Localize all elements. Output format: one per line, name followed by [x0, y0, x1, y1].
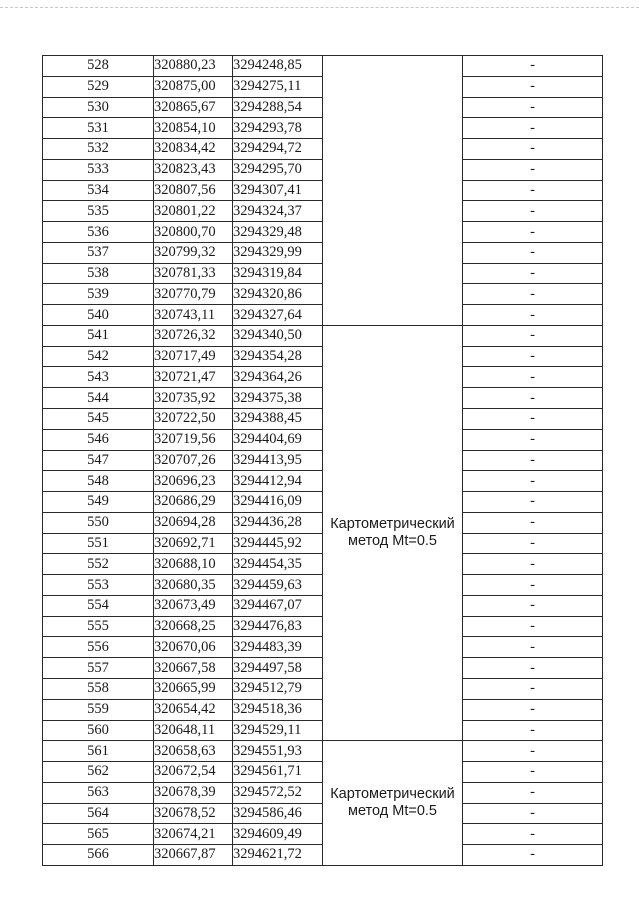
y-coordinate-cell: 3294529,11	[233, 720, 323, 741]
point-number-cell: 553	[43, 575, 154, 596]
y-coordinate-cell: 3294609,49	[233, 824, 323, 845]
x-coordinate-cell: 320880,23	[154, 56, 233, 77]
y-coordinate-cell: 3294364,26	[233, 367, 323, 388]
point-number-cell: 530	[43, 97, 154, 118]
dash-cell: -	[463, 118, 603, 139]
x-coordinate-cell: 320667,58	[154, 658, 233, 679]
x-coordinate-cell: 320719,56	[154, 429, 233, 450]
y-coordinate-cell: 3294340,50	[233, 325, 323, 346]
y-coordinate-cell: 3294288,54	[233, 97, 323, 118]
y-coordinate-cell: 3294467,07	[233, 595, 323, 616]
dash-cell: -	[463, 699, 603, 720]
dash-cell: -	[463, 637, 603, 658]
x-coordinate-cell: 320678,52	[154, 803, 233, 824]
y-coordinate-cell: 3294586,46	[233, 803, 323, 824]
point-number-cell: 546	[43, 429, 154, 450]
point-number-cell: 528	[43, 56, 154, 77]
table-row	[43, 325, 603, 346]
y-coordinate-cell: 3294416,09	[233, 492, 323, 513]
x-coordinate-cell: 320674,21	[154, 824, 233, 845]
x-coordinate-cell: 320770,79	[154, 284, 233, 305]
point-number-cell: 542	[43, 346, 154, 367]
y-coordinate-cell: 3294497,58	[233, 658, 323, 679]
dash-cell: -	[463, 388, 603, 409]
point-number-cell: 555	[43, 616, 154, 637]
x-coordinate-cell: 320670,06	[154, 637, 233, 658]
y-coordinate-cell: 3294436,28	[233, 512, 323, 533]
point-number-cell: 539	[43, 284, 154, 305]
point-number-cell: 552	[43, 554, 154, 575]
point-number-cell: 550	[43, 512, 154, 533]
point-number-cell: 564	[43, 803, 154, 824]
dash-cell: -	[463, 139, 603, 160]
x-coordinate-cell: 320668,25	[154, 616, 233, 637]
x-coordinate-cell: 320680,35	[154, 575, 233, 596]
coordinates-table	[42, 55, 603, 866]
y-coordinate-cell: 3294320,86	[233, 284, 323, 305]
y-coordinate-cell: 3294412,94	[233, 471, 323, 492]
point-number-cell: 565	[43, 824, 154, 845]
dash-cell: -	[463, 242, 603, 263]
dash-cell: -	[463, 284, 603, 305]
dash-cell: -	[463, 824, 603, 845]
y-coordinate-cell: 3294445,92	[233, 533, 323, 554]
dash-cell: -	[463, 512, 603, 533]
x-coordinate-cell: 320834,42	[154, 139, 233, 160]
method-cell	[323, 325, 463, 740]
dash-cell: -	[463, 741, 603, 762]
x-coordinate-cell: 320726,32	[154, 325, 233, 346]
dash-cell: -	[463, 263, 603, 284]
y-coordinate-cell: 3294327,64	[233, 305, 323, 326]
point-number-cell: 545	[43, 409, 154, 430]
point-number-cell: 541	[43, 325, 154, 346]
point-number-cell: 536	[43, 222, 154, 243]
point-number-cell: 561	[43, 741, 154, 762]
y-coordinate-cell: 3294329,48	[233, 222, 323, 243]
method-line-1: Картометрический	[330, 516, 455, 533]
x-coordinate-cell: 320717,49	[154, 346, 233, 367]
dash-cell: -	[463, 554, 603, 575]
point-number-cell: 563	[43, 782, 154, 803]
method-cell	[323, 56, 463, 326]
x-coordinate-cell: 320667,87	[154, 845, 233, 866]
point-number-cell: 557	[43, 658, 154, 679]
x-coordinate-cell: 320694,28	[154, 512, 233, 533]
x-coordinate-cell: 320799,32	[154, 242, 233, 263]
dash-cell: -	[463, 720, 603, 741]
method-line-2: метод Mt=0.5	[348, 803, 437, 820]
x-coordinate-cell: 320875,00	[154, 76, 233, 97]
point-number-cell: 556	[43, 637, 154, 658]
y-coordinate-cell: 3294388,45	[233, 409, 323, 430]
point-number-cell: 549	[43, 492, 154, 513]
y-coordinate-cell: 3294459,63	[233, 575, 323, 596]
dash-cell: -	[463, 222, 603, 243]
point-number-cell: 548	[43, 471, 154, 492]
point-number-cell: 543	[43, 367, 154, 388]
x-coordinate-cell: 320648,11	[154, 720, 233, 741]
point-number-cell: 544	[43, 388, 154, 409]
coordinates-table-body	[43, 56, 603, 866]
y-coordinate-cell: 3294476,83	[233, 616, 323, 637]
dash-cell: -	[463, 409, 603, 430]
dash-cell: -	[463, 492, 603, 513]
x-coordinate-cell: 320688,10	[154, 554, 233, 575]
y-coordinate-cell: 3294329,99	[233, 242, 323, 263]
x-coordinate-cell: 320696,23	[154, 471, 233, 492]
x-coordinate-cell: 320692,71	[154, 533, 233, 554]
x-coordinate-cell: 320823,43	[154, 159, 233, 180]
y-coordinate-cell: 3294324,37	[233, 201, 323, 222]
point-number-cell: 547	[43, 450, 154, 471]
point-number-cell: 562	[43, 762, 154, 783]
dash-cell: -	[463, 575, 603, 596]
x-coordinate-cell: 320654,42	[154, 699, 233, 720]
dash-cell: -	[463, 616, 603, 637]
y-coordinate-cell: 3294248,85	[233, 56, 323, 77]
dash-cell: -	[463, 305, 603, 326]
y-coordinate-cell: 3294295,70	[233, 159, 323, 180]
point-number-cell: 566	[43, 845, 154, 866]
table-row	[43, 741, 603, 762]
point-number-cell: 538	[43, 263, 154, 284]
dash-cell: -	[463, 56, 603, 77]
y-coordinate-cell: 3294518,36	[233, 699, 323, 720]
x-coordinate-cell: 320865,67	[154, 97, 233, 118]
y-coordinate-cell: 3294454,35	[233, 554, 323, 575]
dash-cell: -	[463, 325, 603, 346]
dash-cell: -	[463, 595, 603, 616]
y-coordinate-cell: 3294294,72	[233, 139, 323, 160]
dash-cell: -	[463, 201, 603, 222]
dash-cell: -	[463, 429, 603, 450]
point-number-cell: 554	[43, 595, 154, 616]
y-coordinate-cell: 3294483,39	[233, 637, 323, 658]
y-coordinate-cell: 3294293,78	[233, 118, 323, 139]
dash-cell: -	[463, 845, 603, 866]
table-row	[43, 56, 603, 77]
y-coordinate-cell: 3294572,52	[233, 782, 323, 803]
x-coordinate-cell: 320673,49	[154, 595, 233, 616]
dash-cell: -	[463, 450, 603, 471]
y-coordinate-cell: 3294561,71	[233, 762, 323, 783]
x-coordinate-cell: 320707,26	[154, 450, 233, 471]
y-coordinate-cell: 3294354,28	[233, 346, 323, 367]
y-coordinate-cell: 3294275,11	[233, 76, 323, 97]
method-cell	[323, 741, 463, 866]
y-coordinate-cell: 3294551,93	[233, 741, 323, 762]
point-number-cell: 531	[43, 118, 154, 139]
x-coordinate-cell: 320807,56	[154, 180, 233, 201]
x-coordinate-cell: 320678,39	[154, 782, 233, 803]
y-coordinate-cell: 3294404,69	[233, 429, 323, 450]
y-coordinate-cell: 3294307,41	[233, 180, 323, 201]
point-number-cell: 532	[43, 139, 154, 160]
x-coordinate-cell: 320686,29	[154, 492, 233, 513]
x-coordinate-cell: 320781,33	[154, 263, 233, 284]
x-coordinate-cell: 320665,99	[154, 678, 233, 699]
dash-cell: -	[463, 471, 603, 492]
point-number-cell: 533	[43, 159, 154, 180]
point-number-cell: 537	[43, 242, 154, 263]
y-coordinate-cell: 3294512,79	[233, 678, 323, 699]
dash-cell: -	[463, 76, 603, 97]
dash-cell: -	[463, 159, 603, 180]
x-coordinate-cell: 320735,92	[154, 388, 233, 409]
x-coordinate-cell: 320658,63	[154, 741, 233, 762]
method-line-2: метод Mt=0.5	[348, 533, 437, 550]
dash-cell: -	[463, 533, 603, 554]
x-coordinate-cell: 320854,10	[154, 118, 233, 139]
dash-cell: -	[463, 180, 603, 201]
dash-cell: -	[463, 803, 603, 824]
x-coordinate-cell: 320801,22	[154, 201, 233, 222]
point-number-cell: 540	[43, 305, 154, 326]
point-number-cell: 534	[43, 180, 154, 201]
x-coordinate-cell: 320743,11	[154, 305, 233, 326]
point-number-cell: 551	[43, 533, 154, 554]
point-number-cell: 529	[43, 76, 154, 97]
y-coordinate-cell: 3294621,72	[233, 845, 323, 866]
point-number-cell: 559	[43, 699, 154, 720]
scan-top-edge	[0, 7, 639, 8]
method-line-1: Картометрический	[330, 786, 455, 803]
x-coordinate-cell: 320672,54	[154, 762, 233, 783]
point-number-cell: 558	[43, 678, 154, 699]
point-number-cell: 535	[43, 201, 154, 222]
dash-cell: -	[463, 782, 603, 803]
dash-cell: -	[463, 678, 603, 699]
dash-cell: -	[463, 762, 603, 783]
y-coordinate-cell: 3294413,95	[233, 450, 323, 471]
x-coordinate-cell: 320721,47	[154, 367, 233, 388]
dash-cell: -	[463, 346, 603, 367]
y-coordinate-cell: 3294375,38	[233, 388, 323, 409]
point-number-cell: 560	[43, 720, 154, 741]
dash-cell: -	[463, 367, 603, 388]
dash-cell: -	[463, 658, 603, 679]
dash-cell: -	[463, 97, 603, 118]
y-coordinate-cell: 3294319,84	[233, 263, 323, 284]
x-coordinate-cell: 320800,70	[154, 222, 233, 243]
x-coordinate-cell: 320722,50	[154, 409, 233, 430]
